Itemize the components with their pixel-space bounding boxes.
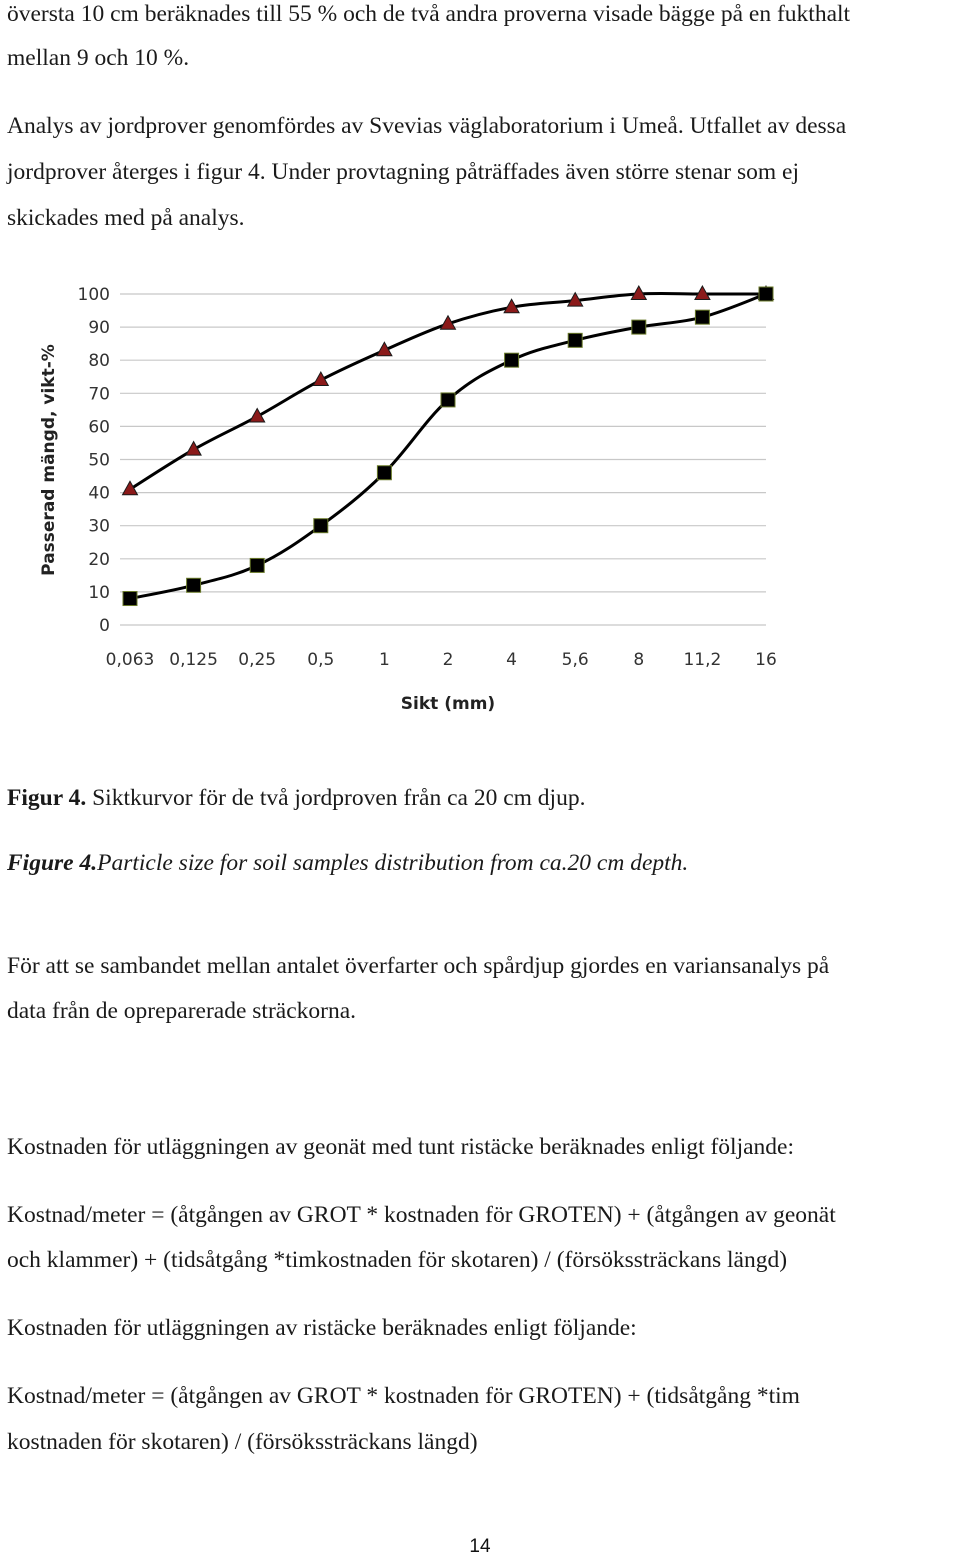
formula-line: Kostnad/meter = (åtgången av GROT * kostnaden för GROTEN) + (åtgången av geonät: [7, 1202, 836, 1228]
paragraph-line: skickades med på analys.: [7, 205, 245, 231]
x-axis-label: Sikt (mm): [400, 694, 496, 714]
square-point: [759, 287, 773, 301]
x-tick-label: 16: [755, 650, 777, 670]
x-tick-label: 0,5: [307, 650, 335, 670]
y-tick-label: 80: [88, 351, 110, 372]
triangle-point: [123, 481, 138, 495]
y-tick-label: 70: [88, 384, 110, 405]
figure-caption-swedish: [7, 784, 585, 812]
square-point: [187, 578, 201, 592]
x-tick-label: 0,25: [238, 650, 277, 670]
square-point: [695, 310, 709, 324]
x-tick-label: 5,6: [561, 650, 589, 670]
square-point: [314, 519, 328, 533]
y-tick-label: 90: [88, 318, 110, 339]
paragraph-line: Kostnaden för utläggningen av ristäcke beräknades enligt följande:: [7, 1315, 637, 1341]
y-tick-label: 100: [77, 285, 110, 305]
paragraph-line: jordprover återges i figur 4. Under provtagning påträffades även större stenar som ej: [7, 159, 799, 185]
y-axis-label: Passerad mängd, vikt-%: [39, 344, 59, 576]
paragraph-line: För att se sambandet mellan antalet överfarter och spårdjup gjordes en variansanalys på: [7, 953, 830, 979]
x-tick-label: 11,2: [683, 650, 722, 670]
square-point: [377, 466, 391, 480]
y-tick-label: 10: [88, 582, 110, 603]
formula-line: Kostnad/meter = (åtgången av GROT * kostnaden för GROTEN) + (tidsåtgång *tim: [7, 1383, 800, 1409]
caption-label: Figure 4.: [7, 850, 98, 876]
series-line-2: [130, 294, 766, 599]
paragraph-line: mellan 9 och 10 %.: [7, 45, 190, 71]
caption-text: Siktkurvor för de två jordproven från ca 20 cm djup.: [86, 785, 586, 811]
square-point: [441, 393, 455, 407]
y-tick-label: 20: [88, 549, 110, 570]
paragraph-line: Kostnaden för utläggningen av geonät med tunt ristäcke beräknades enligt följande:: [7, 1134, 794, 1160]
paragraph-line: översta 10 cm beräknades till 55 % och de två andra proverna visade bägge på en fukthalt: [7, 1, 851, 27]
sieve-curve-chart: [0, 270, 960, 730]
x-tick-label: 8: [633, 650, 645, 670]
square-point: [632, 320, 646, 334]
x-tick-label: 0,063: [105, 650, 155, 670]
x-tick-label: 1: [378, 650, 390, 670]
formula-line: och klammer) + (tidsåtgång *timkostnaden för skotaren) / (försökssträckans längd): [7, 1247, 788, 1273]
square-point: [123, 592, 137, 606]
page-number: 14: [469, 1536, 491, 1557]
figure-caption-english: [7, 849, 688, 877]
square-point: [505, 353, 519, 367]
y-tick-label: 50: [88, 450, 110, 471]
x-tick-label: 0,125: [169, 650, 218, 670]
y-tick-label: 0: [99, 616, 110, 636]
y-tick-label: 60: [88, 417, 110, 438]
square-point: [568, 333, 582, 347]
x-tick-label: 4: [506, 650, 518, 670]
paragraph-line: Analys av jordprover genomfördes av Svevias väglaboratorium i Umeå. Utfallet av dessa: [7, 113, 847, 139]
caption-label: Figur 4.: [7, 785, 87, 811]
x-tick-label: 2: [442, 650, 454, 670]
y-tick-label: 30: [88, 516, 110, 537]
formula-line: kostnaden för skotaren) / (försökssträckans längd): [7, 1429, 478, 1455]
y-tick-label: 40: [88, 483, 110, 504]
caption-text: Particle size for soil samples distribution from ca.20 cm depth.: [97, 850, 689, 876]
square-point: [250, 558, 264, 572]
paragraph-line: data från de opreparerade sträckorna.: [7, 998, 357, 1024]
